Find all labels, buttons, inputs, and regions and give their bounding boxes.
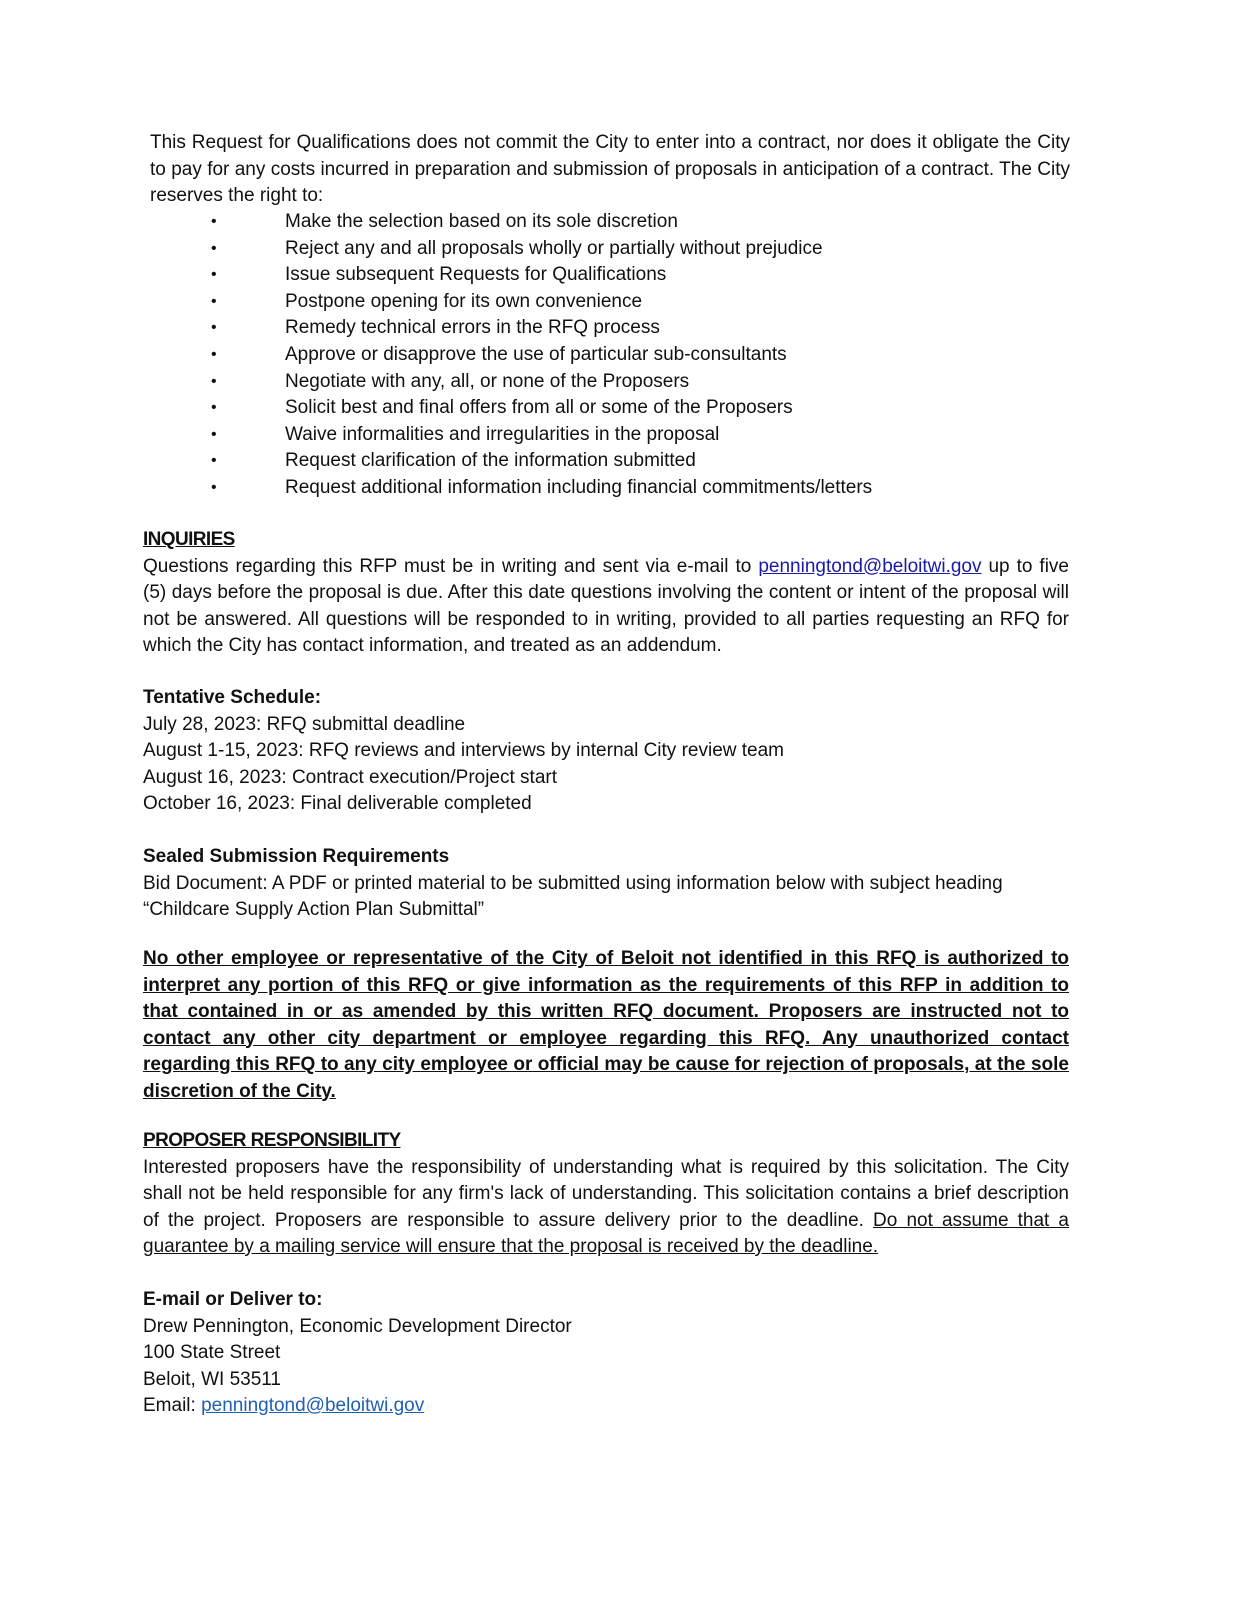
intro-paragraph: This Request for Qualifications does not commit the City to enter into a contract, nor does it obligate the City to pay for any costs incurred in preparation and submission of proposals in anticipation of a contract. The City reserves the right to: (150, 132, 1070, 206)
bullet-icon: • (211, 266, 217, 284)
unauthorized-contact-warning: No other employee or representative of the City of Beloit not identified in this RFQ is authorized to interpret any portion of this RFQ or give information as the requirements of this RFP in addition to that contained in or as amended by this written RFQ document. Proposers are instructed not to contact any other city department or employee regarding this RFQ. Any unauthorized contact regarding this RFQ to any city employee or official may be cause for rejection of proposals, at the sole discretion of the City. (143, 948, 1069, 1102)
schedule-section (143, 685, 1069, 818)
reserved-right-item (205, 315, 872, 342)
reserved-right-item (205, 369, 872, 396)
inquiries-heading: INQUIRIES (143, 529, 235, 550)
reserved-rights-list (205, 209, 872, 502)
bullet-icon: • (211, 213, 217, 230)
reserved-right-text: Waive informalities and irregularities in the proposal (285, 423, 720, 445)
bullet-icon: • (211, 452, 217, 470)
reserved-right-text: Request clarification of the information submitted (285, 450, 696, 472)
deliver-to-section (143, 1287, 1069, 1420)
sealed-text: Bid Document: A PDF or printed material to be submitted using information below with subject heading “Childcare Supply Action Plan Submittal” (143, 872, 1003, 920)
reserved-right-item (205, 395, 872, 422)
inquiries-section (143, 527, 1069, 660)
reserved-right-item (205, 342, 872, 369)
bullet-icon: • (211, 478, 217, 496)
bullet-icon: • (211, 292, 217, 310)
bullet-icon: • (211, 345, 217, 363)
inquiries-text-before: Questions regarding this RFP must be in writing and sent via e-mail to (143, 555, 759, 577)
bullet-icon: • (211, 372, 217, 390)
responsibility-text: Interested proposers have the responsibility of understanding what is required by this solicitation. The City shall not be held responsible for any firm's lack of understanding. This solicitation contains a brief description of the project. Proposers are responsible to assure delivery prior to the deadline. (143, 1156, 1069, 1231)
reserved-right-text: Solicit best and final offers from all or some of the Proposers (285, 397, 793, 419)
responsibility-heading: PROPOSER RESPONSIBILITY (143, 1130, 401, 1151)
bullet-icon: • (211, 239, 217, 257)
reserved-right-text: Remedy technical errors in the RFQ process (285, 317, 660, 339)
schedule-heading: Tentative Schedule: (143, 687, 322, 708)
reserved-right-text: Issue subsequent Requests for Qualifications (285, 264, 667, 286)
reserved-right-text: Request additional information including financial commitments/letters (285, 476, 873, 498)
bullet-icon: • (211, 425, 217, 443)
sealed-heading: Sealed Submission Requirements (143, 846, 450, 867)
reserved-right-item (205, 262, 872, 289)
inquiries-email-link[interactable]: penningtond@beloitwi.gov (758, 555, 982, 577)
schedule-item: July 28, 2023: RFQ submittal deadline (143, 713, 466, 735)
proposer-responsibility-section (143, 1128, 1069, 1261)
reserved-right-text: Postpone opening for its own convenience (285, 290, 643, 312)
reserved-right-text: Negotiate with any, all, or none of the Proposers (285, 370, 690, 392)
schedule-item: October 16, 2023: Final deliverable completed (143, 793, 532, 814)
reserved-right-item (205, 475, 872, 502)
deliver-street: 100 State Street (143, 1342, 281, 1363)
reserved-right-item (205, 209, 872, 236)
reserved-right-item (205, 289, 872, 316)
inquiries-text-after: up to five (5) days before the proposal is due. After this date questions involving the content or intent of the proposal will not be answered. All questions will be responded to in writing, provided to all parties requesting an RFQ for which the City has contact information, and treated as an addendum. (143, 555, 1069, 656)
reserved-right-text: Approve or disapprove the use of particular sub-consultants (285, 343, 787, 365)
sealed-submission-section (143, 844, 1069, 924)
reserved-right-item (205, 448, 872, 475)
responsibility-underlined-text: Do not assume that a guarantee by a mailing service will ensure that the proposal is received by the deadline. (143, 1209, 1069, 1257)
reserved-right-item (205, 422, 872, 449)
deliver-heading: E-mail or Deliver to: (143, 1289, 323, 1310)
deliver-city: Beloit, WI 53511 (143, 1368, 282, 1390)
reserved-right-item (205, 236, 872, 263)
deliver-email-link[interactable]: penningtond@beloitwi.gov (201, 1395, 425, 1416)
deliver-email-line (143, 1393, 1069, 1420)
reserved-right-text: Make the selection based on its sole discretion (285, 211, 678, 232)
schedule-item: August 16, 2023: Contract execution/Project start (143, 766, 558, 788)
bullet-icon: • (211, 319, 217, 337)
deliver-name: Drew Pennington, Economic Development Director (143, 1315, 572, 1337)
schedule-item: August 1-15, 2023: RFQ reviews and interviews by internal City review team (143, 740, 784, 761)
reserved-right-text: Reject any and all proposals wholly or partially without prejudice (285, 237, 823, 259)
deliver-email-label: Email: (143, 1395, 202, 1416)
bullet-icon: • (211, 399, 217, 417)
